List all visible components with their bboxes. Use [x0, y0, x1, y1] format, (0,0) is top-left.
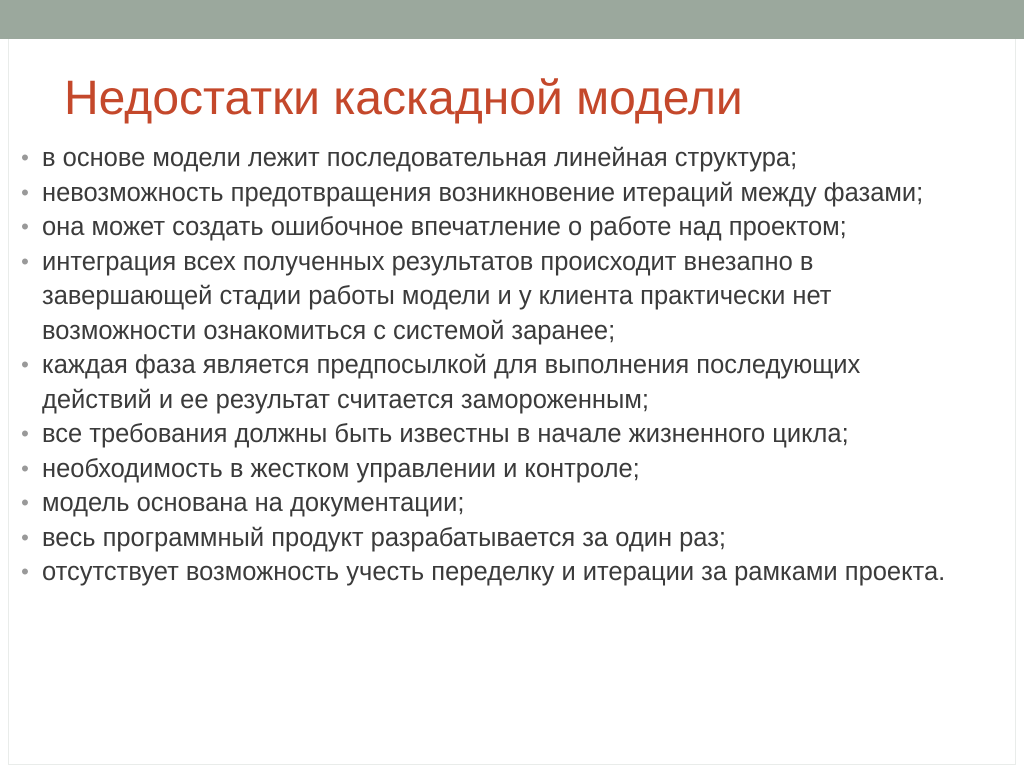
bullet-text: необходимость в жестком управлении и контроле; — [42, 454, 640, 483]
bullet-item — [17, 486, 977, 521]
bullet-item — [17, 555, 977, 590]
bullet-item — [17, 417, 977, 452]
bullet-text: отсутствует возможность учесть переделку и итерации за рамками проекта. — [42, 558, 946, 586]
bullet-item — [17, 210, 977, 245]
bullet-list — [17, 141, 977, 590]
bullet-item — [17, 348, 977, 417]
bullet-item — [17, 245, 977, 349]
bullet-icon: • — [21, 145, 29, 170]
bullet-text: интеграция всех полученных результатов происходит внезапно в завершающей стадии работы модели и у клиента практически нет возможности ознакомиться с системой заранее; — [42, 247, 832, 345]
bullet-text: она может создать ошибочное впечатление о работе над проектом; — [42, 213, 847, 241]
bullet-text: невозможность предотвращения возникновение итераций между фазами; — [42, 178, 924, 207]
bullet-item — [17, 141, 977, 176]
bullet-text: весь программный продукт разрабатывается за один раз; — [42, 523, 726, 552]
bullet-text: в основе модели лежит последовательная линейная структура; — [42, 144, 798, 172]
bullet-icon: • — [21, 352, 29, 377]
bullet-icon: • — [21, 214, 29, 239]
bullet-icon: • — [21, 524, 29, 550]
bullet-item — [17, 176, 977, 211]
bullet-icon: • — [21, 248, 29, 274]
bullet-icon: • — [21, 559, 29, 584]
bullet-text: каждая фаза является предпосылкой для выполнения последующих действий и ее результат считается замороженным; — [42, 351, 861, 414]
bullet-icon: • — [21, 455, 29, 481]
bullet-text: модель основана на документации; — [42, 489, 465, 517]
bullet-icon: • — [21, 490, 29, 515]
bullet-icon: • — [21, 421, 29, 446]
bullet-item — [17, 452, 977, 487]
bullet-text: все требования должны быть известны в начале жизненного цикла; — [42, 420, 849, 448]
bullet-item — [17, 521, 977, 556]
slide-title: Недостатки каскадной модели — [64, 72, 743, 125]
top-accent-bar — [0, 0, 1024, 39]
bullet-icon: • — [21, 179, 29, 205]
